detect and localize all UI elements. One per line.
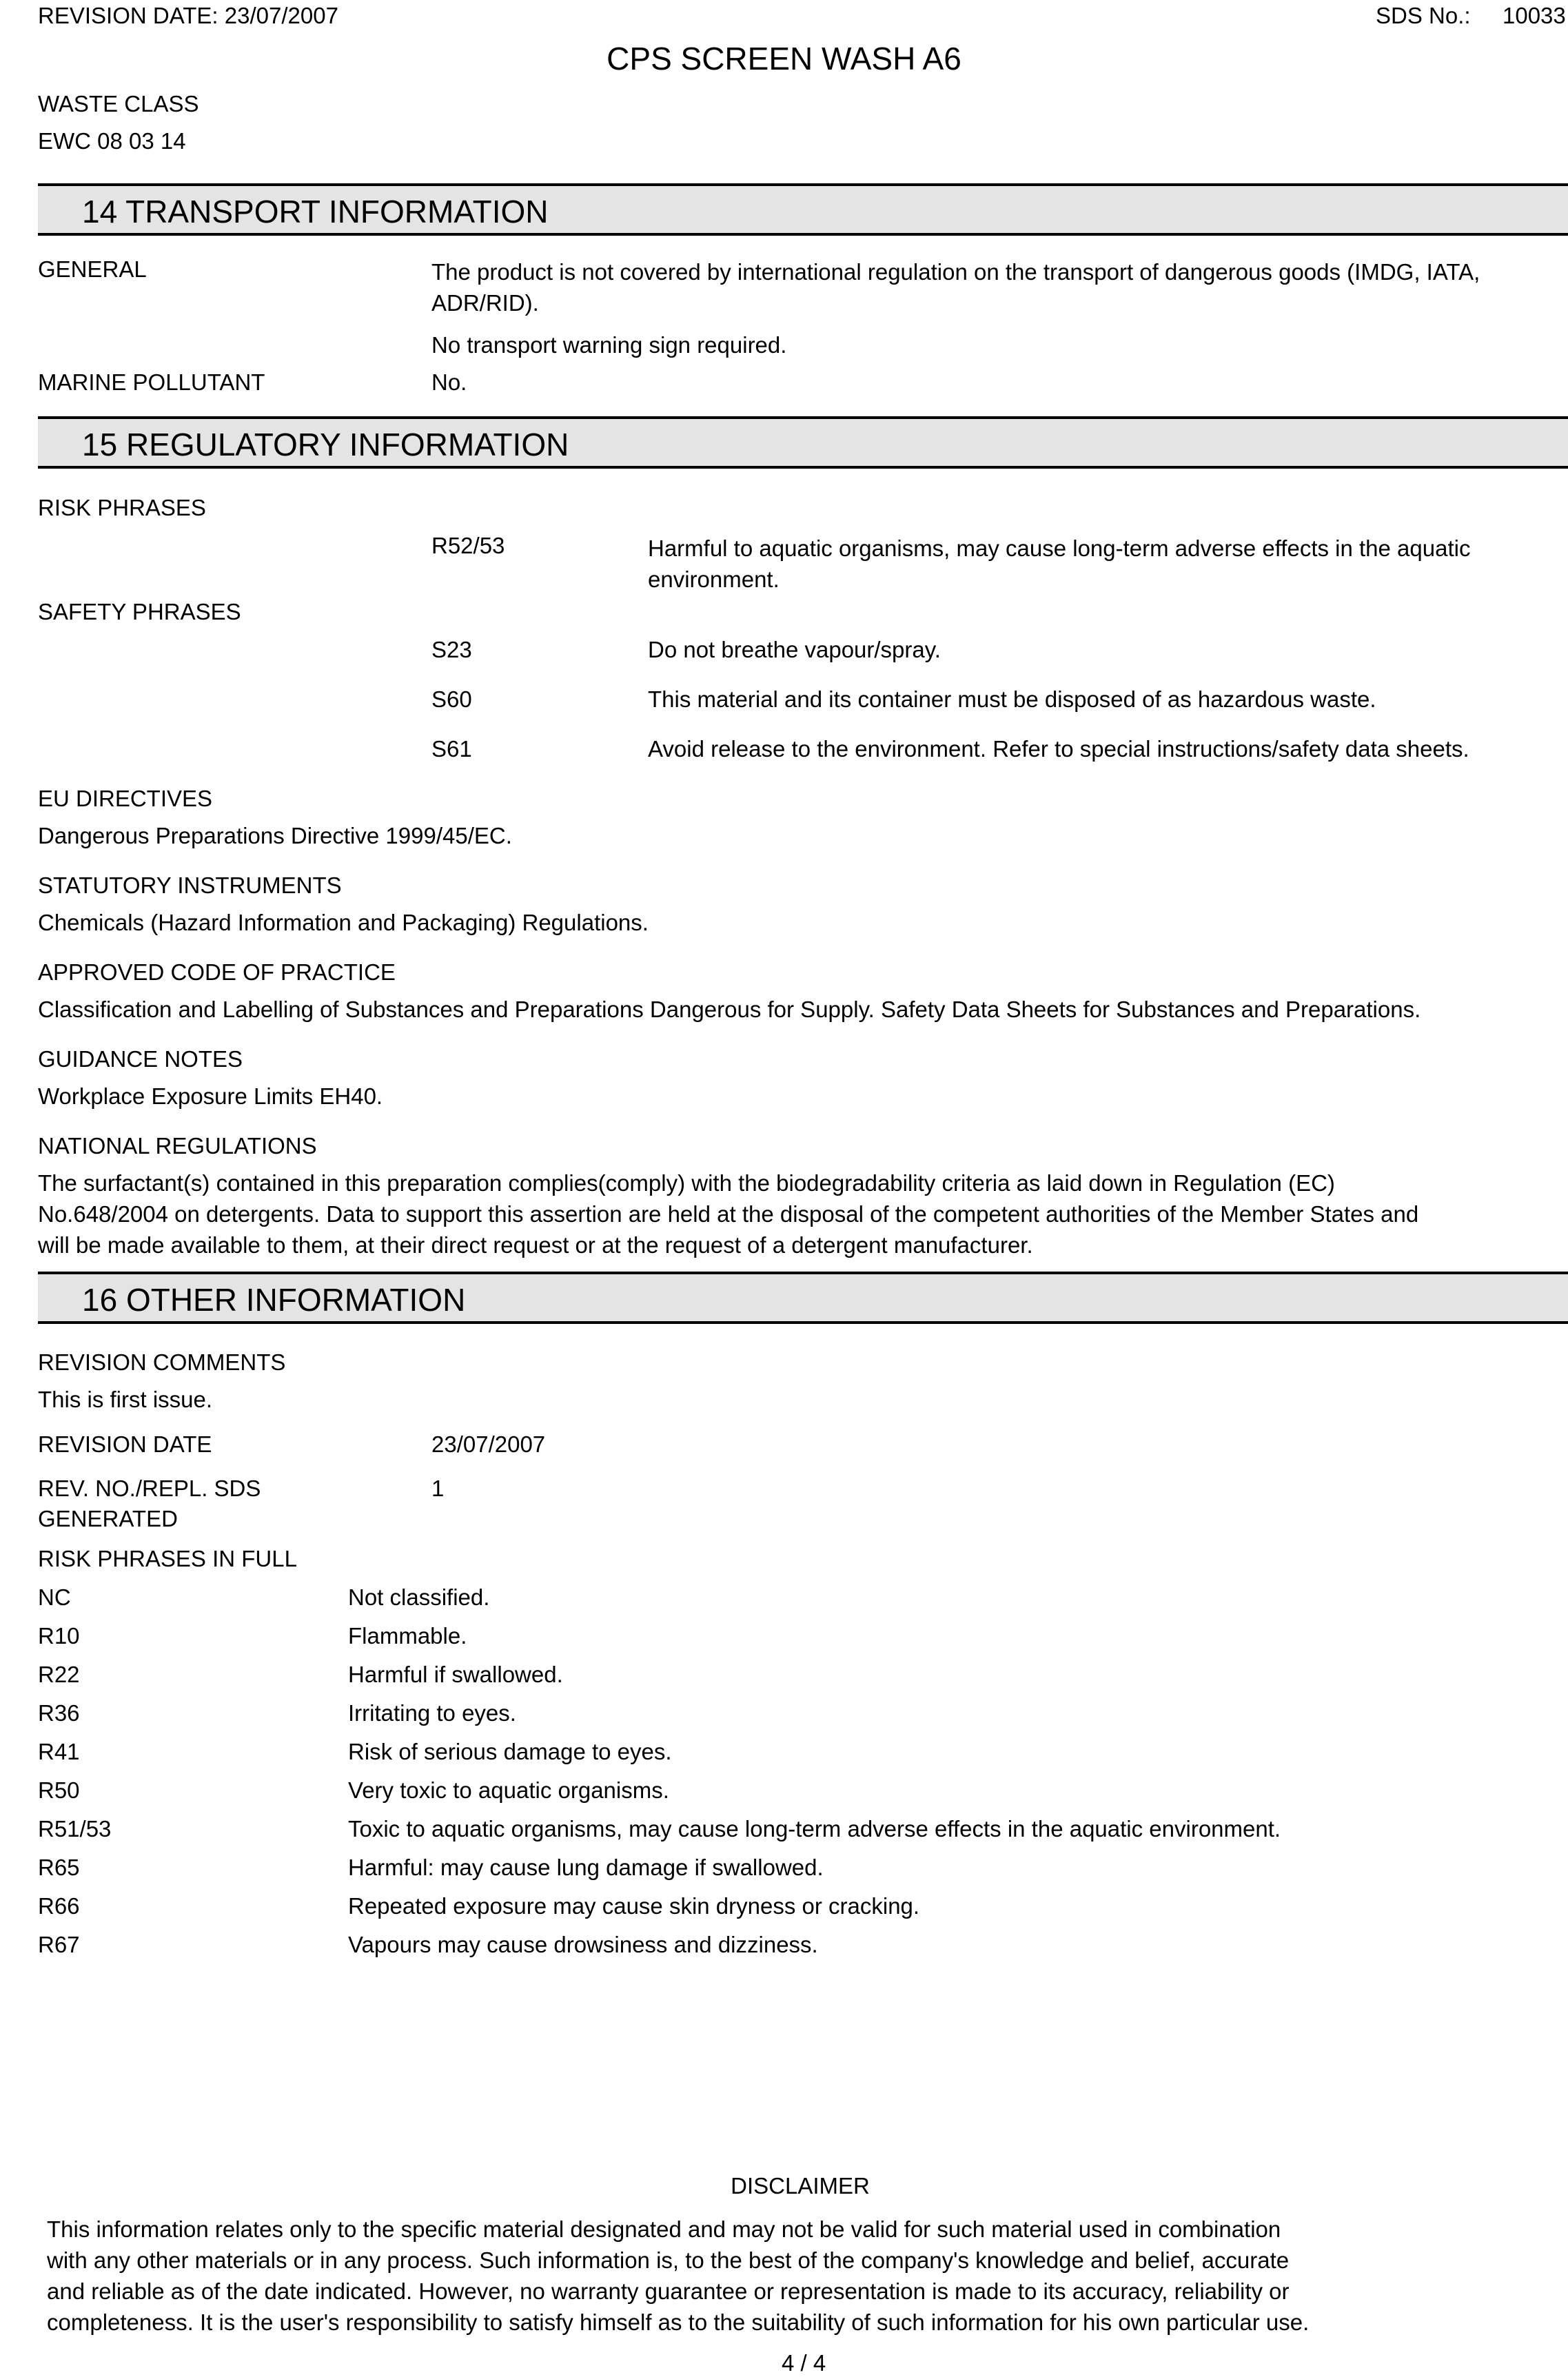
disclaimer-text: and reliable as of the date indicated. However, no warranty guarantee or representation is made to its accuracy, reliability or: [47, 2278, 1290, 2304]
risk-full-code: R65: [38, 1855, 80, 1880]
risk-full-text: Harmful: may cause lung damage if swallowed.: [348, 1855, 824, 1880]
risk-phrases-label: RISK PHRASES: [38, 495, 206, 520]
page-number: 4 / 4: [782, 2350, 826, 2376]
safety-phrase-text: Avoid release to the environment. Refer to special instructions/safety data sheets.: [648, 736, 1469, 762]
guidance-notes-text: Workplace Exposure Limits EH40.: [38, 1083, 383, 1109]
disclaimer-text: completeness. It is the user's responsibility to satisfy himself as to the suitability of such information for his own particular use.: [47, 2309, 1310, 2335]
section-16-header: [38, 1272, 1568, 1324]
approved-code-text: Classification and Labelling of Substances and Preparations Dangerous for Supply. Safety Data Sheets for Substances and Preparations.: [38, 997, 1421, 1022]
disclaimer-text: This information relates only to the specific material designated and may not be valid for such material used in combination: [47, 2216, 1281, 2242]
risk-full-code: R36: [38, 1700, 80, 1726]
safety-phrase-code: S61: [431, 736, 472, 762]
risk-full-code: R22: [38, 1662, 80, 1687]
risk-phrase-text: Harmful to aquatic organisms, may cause long-term adverse effects in the aquatic environment.: [648, 535, 1471, 592]
risk-phrase-code: R52/53: [431, 533, 505, 558]
risk-full-text: Irritating to eyes.: [348, 1700, 516, 1726]
revision-date-header: REVISION DATE: 23/07/2007: [38, 3, 338, 28]
sds-number-label: SDS No.:: [1376, 3, 1471, 28]
marine-pollutant-value: No.: [431, 369, 467, 395]
national-regulations-label: NATIONAL REGULATIONS: [38, 1133, 317, 1159]
risk-full-text: Very toxic to aquatic organisms.: [348, 1777, 669, 1803]
section-16-title: 16 OTHER INFORMATION: [82, 1282, 466, 1318]
safety-phrases-label: SAFETY PHRASES: [38, 599, 241, 624]
waste-class-label: WASTE CLASS: [38, 91, 199, 116]
rev-no-label-line2: GENERATED: [38, 1506, 178, 1531]
rev-no-value: 1: [431, 1476, 445, 1501]
risk-full-text: Flammable.: [348, 1623, 467, 1649]
risk-full-text: Repeated exposure may cause skin dryness or cracking.: [348, 1893, 920, 1919]
risk-full-code: R66: [38, 1893, 80, 1919]
sds-number: 10033: [1503, 3, 1566, 28]
eu-directives-label: EU DIRECTIVES: [38, 786, 213, 811]
section-14-title: 14 TRANSPORT INFORMATION: [82, 194, 549, 229]
risk-full-text: Harmful if swallowed.: [348, 1662, 563, 1687]
general-label: GENERAL: [38, 256, 147, 282]
risk-full-code: R51/53: [38, 1816, 112, 1842]
document-title: CPS SCREEN WASH A6: [607, 41, 961, 76]
section-15-title: 15 REGULATORY INFORMATION: [82, 427, 569, 462]
general-text: The product is not covered by international regulation on the transport of dangerous goods (IMDG, IATA, ADR/RID).: [431, 259, 1480, 316]
disclaimer-title: DISCLAIMER: [731, 2173, 870, 2199]
guidance-notes-label: GUIDANCE NOTES: [38, 1046, 243, 1072]
marine-pollutant-label: MARINE POLLUTANT: [38, 369, 265, 395]
risk-full-code: NC: [38, 1584, 71, 1610]
risk-full-text: Toxic to aquatic organisms, may cause long-term adverse effects in the aquatic environment.: [348, 1816, 1281, 1842]
risk-full-text: Vapours may cause drowsiness and dizziness.: [348, 1932, 818, 1957]
transport-warning-text: No transport warning sign required.: [431, 332, 787, 358]
section-14-header: [38, 183, 1568, 236]
national-regulations-text: The surfactant(s) contained in this preparation complies(comply) with the biodegradability criteria as laid down in Regulation (EC): [38, 1170, 1335, 1196]
revision-date-value: 23/07/2007: [431, 1431, 546, 1457]
waste-class-value: EWC 08 03 14: [38, 128, 186, 154]
risk-phrases-in-full-label: RISK PHRASES IN FULL: [38, 1546, 297, 1571]
risk-full-text: Risk of serious damage to eyes.: [348, 1739, 672, 1764]
statutory-instruments-label: STATUTORY INSTRUMENTS: [38, 873, 342, 898]
section-15-header: [38, 416, 1568, 469]
approved-code-label: APPROVED CODE OF PRACTICE: [38, 959, 396, 985]
revision-comments-label: REVISION COMMENTS: [38, 1349, 286, 1375]
safety-phrase-code: S60: [431, 686, 472, 712]
risk-full-text: Not classified.: [348, 1584, 490, 1610]
risk-full-code: R41: [38, 1739, 80, 1764]
risk-full-code: R67: [38, 1932, 80, 1957]
national-regulations-text: will be made available to them, at their direct request or at the request of a detergent manufacturer.: [38, 1232, 1033, 1258]
risk-full-code: R50: [38, 1777, 80, 1803]
safety-phrase-text: This material and its container must be disposed of as hazardous waste.: [648, 686, 1376, 712]
disclaimer-text: with any other materials or in any process. Such information is, to the best of the company's knowledge and belief, accurate: [47, 2247, 1290, 2273]
safety-phrase-text: Do not breathe vapour/spray.: [648, 637, 941, 662]
rev-no-label: REV. NO./REPL. SDS: [38, 1476, 261, 1501]
safety-phrase-code: S23: [431, 637, 472, 662]
revision-comments-text: This is first issue.: [38, 1387, 213, 1412]
risk-full-code: R10: [38, 1623, 80, 1649]
revision-date-label: REVISION DATE: [38, 1431, 212, 1457]
national-regulations-text: No.648/2004 on detergents. Data to support this assertion are held at the disposal of the competent authorities of the Member States and: [38, 1201, 1419, 1227]
statutory-instruments-text: Chemicals (Hazard Information and Packaging) Regulations.: [38, 910, 649, 935]
eu-directives-text: Dangerous Preparations Directive 1999/45/EC.: [38, 823, 512, 848]
